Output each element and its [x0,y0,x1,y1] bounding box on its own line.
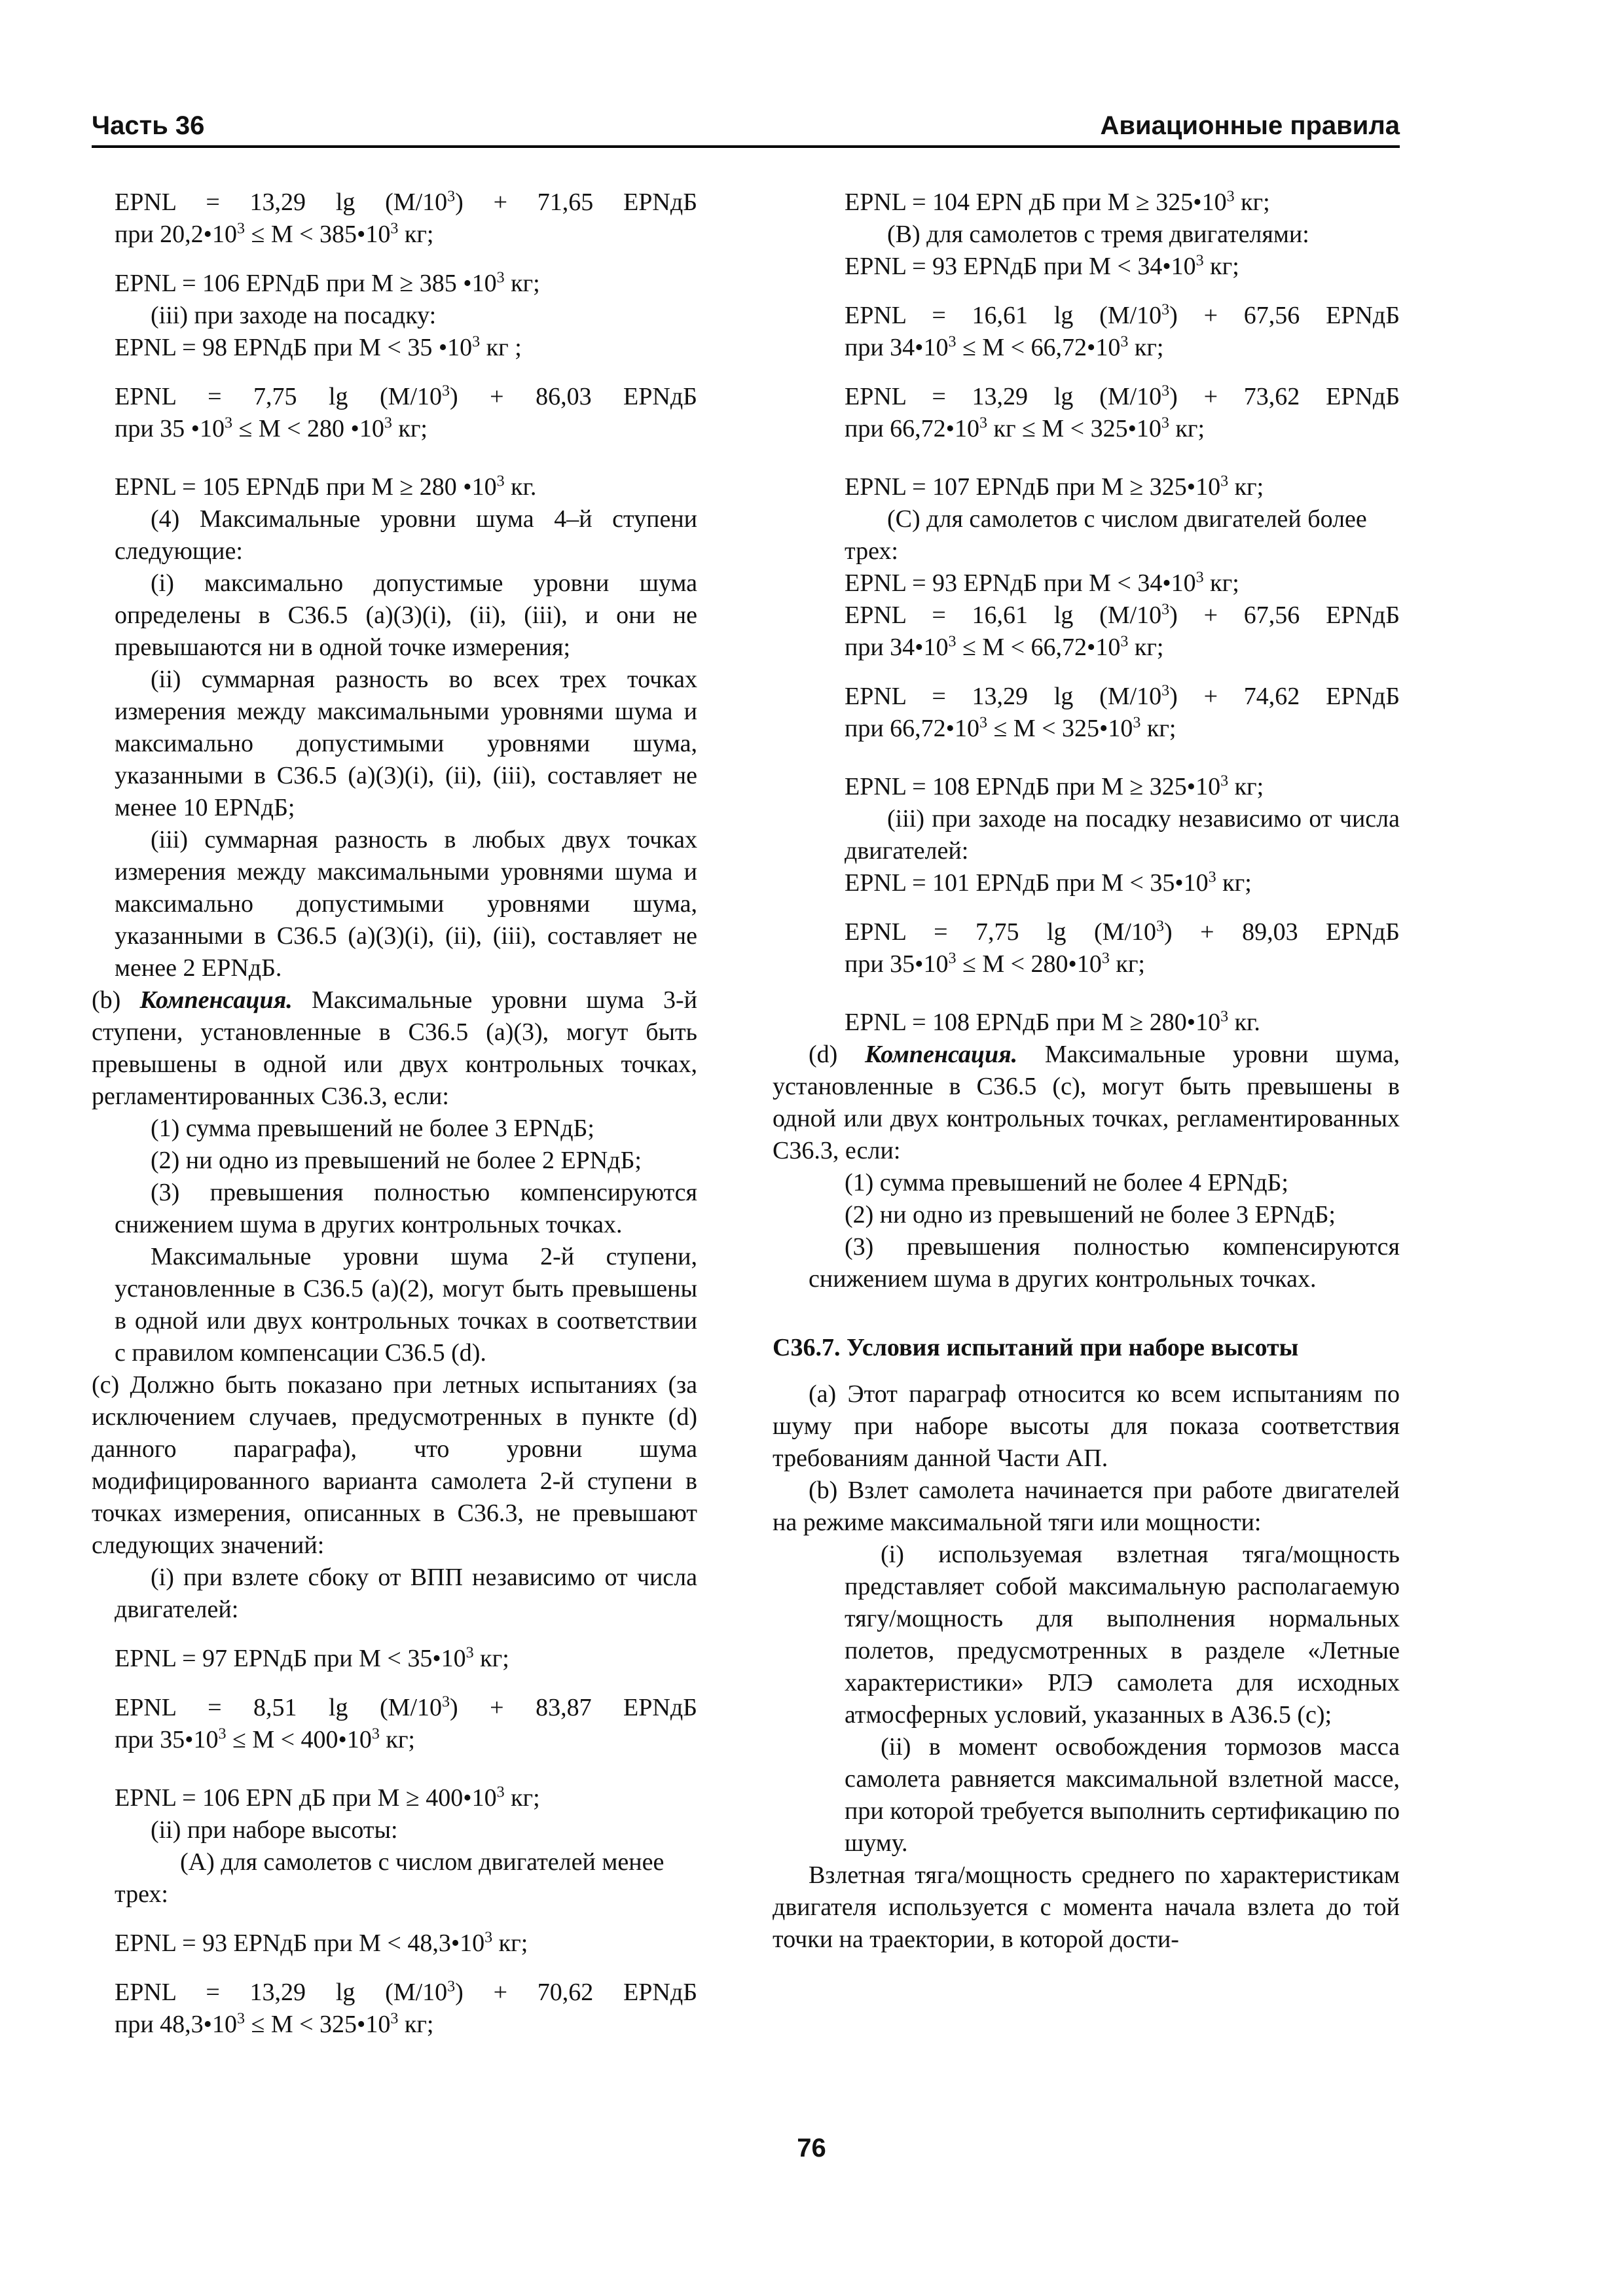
left-column-para-17: EPNL = 97 EPNдБ при $M < 35•10^3$ кг; [115,1644,509,1672]
left-column-para-10: (b) Компенсация. Максимальные уровни шума 3-й ступени, установленные в C36.5 (a)(3), могут быть превышены в одной или двух контрольных точках, регламентированных C36.3, если: [92,986,698,1110]
left-column [92,187,698,2041]
left-column-para-20: (ii) при наборе высоты: [151,1816,398,1844]
right-column-para-20: (a) Этот параграф относится ко всем испытаниям по шуму при наборе высоты для показа соответствия требованиям данной Части АП. [773,1380,1400,1472]
left-column-para-5: EPNL = 105 EPNдБ при M ≥ 280 $•10^3$ кг. [115,473,537,501]
right-column-para-7: EPNL = 93 EPNдБ при $M < 34•10^3$ кг; [845,569,1239,597]
page-number: 76 [797,2134,826,2162]
header-part: Часть 36 [92,111,205,140]
left-column-para-7: (i) максимально допустимые уровни шума определены в C36.5 (a)(3)(i), (ii), (iii), и они не превышаются ни в одной точке измерения; [115,569,697,661]
right-column-para-15: (d) Компенсация. Максимальные уровни шума, установленные в C36.5 (c), могут быть превышены в одной или двух контрольных точках, регламентированных C36.3, если: [773,1041,1400,1164]
left-column-para-3: EPNL = 98 EPNдБ при M < 35 $•10^3$ кг ; [115,333,522,361]
left-column-para-9: (iii) суммарная разность в любых двух точках измерения между максимальными уровнями шума и максимально допустимыми уровнями шума, указанными в C36.5 (a)(3)(i), (ii), (iii), составляет не менее 2 EPNдБ. [115,826,697,982]
left-column-para-18: EPNL = 8,51 $\lg (M/10^3) + 83,87$ EPNдБ при $35•10^3 \le M$ < $400•10^3$ кг; [115,1693,697,1753]
right-column-para-19: C36.7. Условия испытаний при наборе высоты [773,1334,1299,1361]
left-column-para-8: (ii) суммарная разность во всех трех точках измерения между максимальными уровнями шума и максимально допустимыми уровнями шума, указанными в C36.5 (a)(3)(i), (ii), (iii), составляет не менее 10 EPNдБ; [115,666,697,821]
left-column-para-21: (A) для самолетов с числом двигателей менее трех: [115,1848,665,1908]
right-column [773,187,1400,1956]
left-column-para-6: (4) Максимальные уровни шума 4–й ступени следующие: [115,505,697,565]
left-column-para-23: EPNL = 13,29 $\lg (M/10^3) + 70,62$ EPNдБ при $48,3•10^3 \le M$ < $325•10^3$ кг; [115,1978,698,2038]
right-column-para-2: EPNL = 93 EPNдБ при $M < 34•10^3$ кг; [845,252,1239,280]
left-column-para-19: EPNL = 106 EPN дБ при $M \ge 400•10^3$ кг; [115,1784,540,1812]
right-column-para-1: (B) для самолетов с тремя двигателями: [887,221,1309,248]
right-column-para-4: EPNL = 13,29 $\lg (M/10^3) + 73,62$ EPNдБ при $66,72•10^3$ кг ≤ $M < 325•10^3$ кг; [845,382,1400,442]
left-column-para-2: (iii) при заходе на посадку: [151,302,437,329]
left-column-para-12: (2) ни одно из превышений не более 2 EPNдБ; [151,1147,642,1174]
left-column-para-14: Максимальные уровни шума 2-й ступени, установленные в C36.5 (a)(2), могут быть превышены в одной или двух контрольных точках в соответствии с правилом компенсации C36.5 (d). [115,1243,697,1367]
right-column-para-17: (2) ни одно из превышений не более 3 EPNдБ; [845,1201,1336,1229]
right-column-para-5: EPNL = 107 EPNдБ при $M \ge 325•10^3$ кг; [845,473,1264,501]
left-column-para-4: EPNL = 7,75 $\lg (M/10^3) + 86,03$ EPNдБ при 35 $•10^3 \le M < 280$ $•10^3$ кг; [115,382,697,442]
right-column-para-11: (iii) при заходе на посадку независимо от числа двигателей: [845,805,1400,865]
right-column-para-6: (C) для самолетов с числом двигателей более трех: [845,505,1367,565]
right-column-para-3: EPNL = 16,61 $\lg (M/10^3) + 67,56$ EPNдБ при $34•10^3 \le M$ < $66,72•10^3$ кг; [845,301,1400,361]
right-column-para-24: Взлетная тяга/мощность среднего по характеристикам двигателя используется с момента начала взлета до той точки на траектории, в которой дости- [773,1861,1400,1953]
right-column-para-18: (3) превышения полностью компенсируются снижением шума в других контрольных точках. [809,1233,1400,1293]
right-column-para-9: EPNL = 13,29 $\lg (M/10^3) + 74,62$ EPNдБ при $66,72•10^3 \le M$ < $325•10^3$ кг; [845,682,1400,742]
left-column-para-13: (3) превышения полностью компенсируются снижением шума в других контрольных точках. [115,1179,697,1238]
right-column-para-23: (ii) в момент освобождения тормозов масса самолета равняется максимальной взлетной массе, при которой требуется выполнить сертификацию по шуму. [845,1733,1400,1857]
left-column-para-22: EPNL = 93 EPNдБ при $M < 48,3•10^3$ кг; [115,1929,528,1957]
right-column-para-8: EPNL = 16,61 $\lg (M/10^3) + 67,56$ EPNдБ при $34•10^3 \le M$ < $66,72•10^3$ кг; [845,601,1400,661]
header-title: Авиационные правила [1100,111,1400,140]
right-column-para-21: (b) Взлет самолета начинается при работе двигателей на режиме максимальной тяги или мощности: [773,1477,1400,1536]
left-column-para-16: (i) при взлете сбоку от ВПП независимо от числа двигателей: [115,1564,697,1623]
right-column-para-14: EPNL = 108 EPNдБ при $M \ge 280•10^3$ кг. [845,1008,1260,1036]
right-column-para-22: (i) используемая взлетная тяга/мощность представляет собой максимальную располагаемую тягу/мощность для выполнения нормальных полетов, предусмотренных в разделе «Летные характеристики» РЛЭ самолета для исходных атмосферных условий, указанных в A36.5 (c); [845,1541,1400,1729]
header-rule [92,145,1400,148]
left-column-para-0: EPNL = 13,29 $\lg (M/10^3) + 71,65$ EPNдБ при $20,2•10^3 \le M$ < $385•10^3$ кг; [115,188,698,248]
right-column-para-0: EPNL = 104 EPN дБ при $M \ge 325•10^3$ кг; [845,188,1270,216]
page-header [92,111,1400,144]
left-column-para-1: EPNL = 106 EPNдБ при M ≥ 385 $•10^3$ кг; [115,269,540,297]
right-column-para-12: EPNL = 101 EPNдБ при $M < 35•10^3$ кг; [845,869,1252,897]
left-column-para-15: (c) Должно быть показано при летных испытаниях (за исключением случаев, предусмотренных в пункте (d) данного параграфа), что уровни шума модифицированного варианта самолета 2-й ступени в точках измерения, описанных в C36.3, не превышают следующих значений: [92,1371,697,1559]
right-column-para-16: (1) сумма превышений не более 4 EPNдБ; [845,1169,1288,1196]
right-column-para-10: EPNL = 108 EPNдБ при $M \ge 325•10^3$ кг; [845,772,1264,800]
left-column-para-11: (1) сумма превышений не более 3 EPNдБ; [151,1115,594,1142]
right-column-para-13: EPNL = 7,75 $\lg (M/10^3) + 89,03$ EPNдБ при $35•10^3 \le M$ < $280•10^3$ кг; [845,918,1400,978]
